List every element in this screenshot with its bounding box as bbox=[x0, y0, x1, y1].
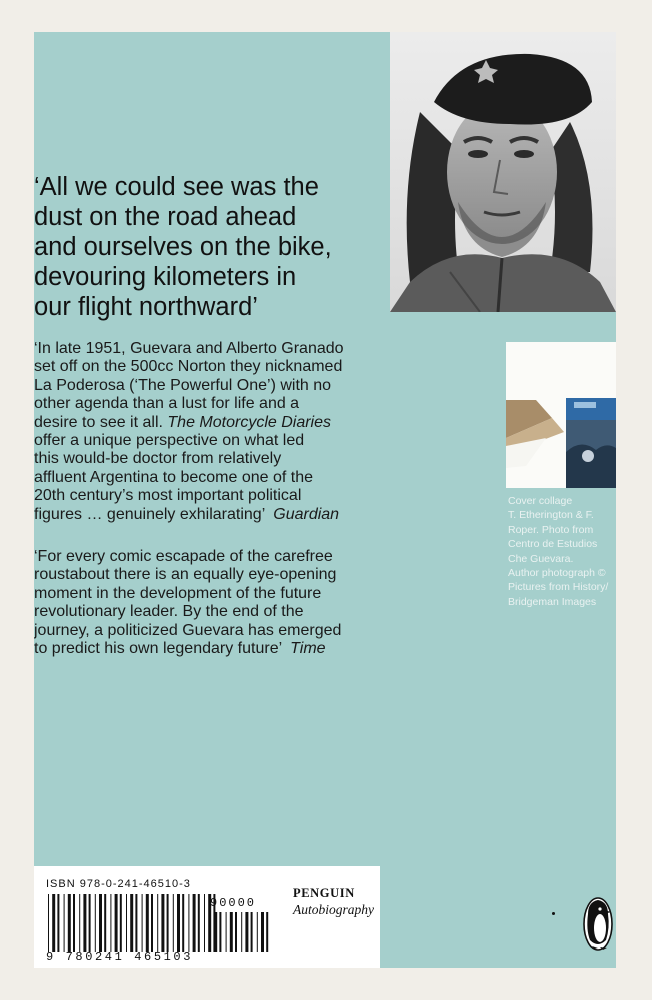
barcode-bar bbox=[83, 894, 86, 952]
barcode-bar bbox=[161, 894, 164, 952]
review-last-line: figures … genuinely exhilarating’ bbox=[34, 505, 266, 523]
back-cover bbox=[34, 32, 616, 968]
barcode-bar bbox=[219, 912, 221, 952]
barcode-bar bbox=[48, 894, 49, 952]
book-title: The Motorcycle Diaries bbox=[167, 413, 332, 431]
review-line-text: desire to see it all. bbox=[34, 413, 163, 431]
review-last-line: to predict his own legendary future’ bbox=[34, 640, 283, 658]
barcode-bar bbox=[188, 894, 189, 952]
barcode-bar bbox=[235, 912, 237, 952]
series-name: Autobiography bbox=[293, 902, 374, 917]
review-line: journey, a politicized Guevara has emerged bbox=[34, 621, 342, 639]
portrait-photo bbox=[390, 32, 616, 312]
review-line: La Poderosa (‘The Powerful One’) with no bbox=[34, 376, 332, 394]
price-addon: 90000 bbox=[210, 896, 257, 910]
review-line: ‘For every comic escapade of the carefree bbox=[34, 548, 333, 565]
barcode-bar bbox=[157, 894, 158, 952]
review-guardian bbox=[34, 340, 414, 524]
barcode-bar bbox=[146, 894, 149, 952]
dot-mark bbox=[552, 912, 555, 915]
review-line: roustabout there is an equally eye-opening bbox=[34, 566, 337, 584]
pull-quote-line: dust on the road ahead bbox=[34, 203, 297, 231]
barcode-bar bbox=[182, 894, 184, 952]
pull-quote-line: ‘All we could see was the bbox=[34, 173, 319, 201]
credit-line: Bridgeman Images bbox=[508, 595, 597, 608]
cover-collage-thumbnail bbox=[506, 342, 616, 488]
review-time bbox=[34, 548, 414, 658]
barcode-bar bbox=[57, 894, 59, 952]
barcode-bar bbox=[89, 894, 91, 952]
publisher-name: PENGUIN bbox=[293, 886, 355, 900]
credit-line: Pictures from History/ bbox=[508, 581, 609, 594]
pull-quote-line: our flight northward’ bbox=[34, 293, 258, 321]
barcode-bar bbox=[130, 894, 133, 952]
barcode-bar bbox=[193, 894, 196, 952]
penguin-logo-icon bbox=[576, 890, 616, 954]
barcode-bar bbox=[79, 894, 80, 952]
barcode-bar bbox=[64, 894, 65, 952]
penguin-logo bbox=[576, 890, 616, 954]
barcode-bar bbox=[241, 912, 242, 952]
review-line bbox=[34, 640, 414, 658]
barcode-bar bbox=[52, 894, 55, 952]
collage-thumbnail bbox=[506, 342, 616, 488]
addon-barcode bbox=[210, 912, 270, 952]
barcode-bar bbox=[167, 894, 169, 952]
cover-credit bbox=[508, 494, 616, 609]
credit-line: Centro de Estudios bbox=[508, 538, 598, 551]
credit-line: Che Guevara. bbox=[508, 552, 574, 565]
pull-quote bbox=[34, 172, 384, 322]
credit-line: Author photograph © bbox=[508, 567, 606, 580]
review-line: other agenda than a lust for life and a bbox=[34, 395, 300, 413]
pull-quote-line: and ourselves on the bike, bbox=[34, 233, 332, 261]
barcode-bar bbox=[142, 894, 143, 952]
review-source: Guardian bbox=[273, 505, 340, 523]
review-line: affluent Argentina to become one of the bbox=[34, 468, 314, 486]
barcode-bar bbox=[251, 912, 253, 952]
barcode bbox=[48, 894, 218, 952]
barcode-bar bbox=[173, 894, 174, 952]
review-line: offer a unique perspective on what led bbox=[34, 432, 305, 450]
barcode-bar bbox=[226, 912, 227, 952]
credit-line: Roper. Photo from bbox=[508, 523, 594, 536]
barcode-panel bbox=[34, 866, 380, 968]
barcode-bar bbox=[261, 912, 264, 952]
barcode-bar bbox=[110, 894, 111, 952]
credit-line: Cover collage bbox=[508, 495, 573, 507]
author-portrait bbox=[390, 32, 616, 312]
barcode-bar bbox=[126, 894, 127, 952]
barcode-bar bbox=[230, 912, 233, 952]
barcode-bar bbox=[99, 894, 102, 952]
barcode-bar bbox=[210, 912, 211, 952]
barcode-bar bbox=[104, 894, 106, 952]
barcode-digits: 9 780241 465103 bbox=[46, 950, 194, 964]
barcode-bar bbox=[257, 912, 258, 952]
barcode-bar bbox=[266, 912, 268, 952]
barcode-bar bbox=[151, 894, 153, 952]
review-source: Time bbox=[290, 640, 326, 658]
review-line: moment in the development of the future bbox=[34, 584, 322, 602]
barcode-bar bbox=[95, 894, 96, 952]
review-line: ‘In late 1951, Guevara and Alberto Granado bbox=[34, 340, 344, 357]
review-line: this would-be doctor from relatively bbox=[34, 450, 282, 468]
credit-line: T. Etherington & F. bbox=[508, 509, 594, 522]
barcode-bar bbox=[204, 894, 205, 952]
isbn-label: ISBN 978-0-241-46510-3 bbox=[46, 878, 191, 890]
barcode-bar bbox=[198, 894, 200, 952]
review-line bbox=[34, 506, 414, 524]
review-line: 20th century’s most important political bbox=[34, 487, 302, 505]
review-line bbox=[34, 414, 414, 432]
pull-quote-line: devouring kilometers in bbox=[34, 263, 297, 291]
barcode-bar bbox=[68, 894, 71, 952]
barcode-bar bbox=[135, 894, 137, 952]
review-line: set off on the 500cc Norton they nicknamed bbox=[34, 358, 343, 376]
barcode-bar bbox=[245, 912, 248, 952]
barcode-bar bbox=[73, 894, 75, 952]
barcode-bar bbox=[177, 894, 180, 952]
barcode-bar bbox=[115, 894, 118, 952]
barcode-bar bbox=[120, 894, 122, 952]
barcode-bar bbox=[214, 912, 217, 952]
review-line: revolutionary leader. By the end of the bbox=[34, 603, 304, 621]
